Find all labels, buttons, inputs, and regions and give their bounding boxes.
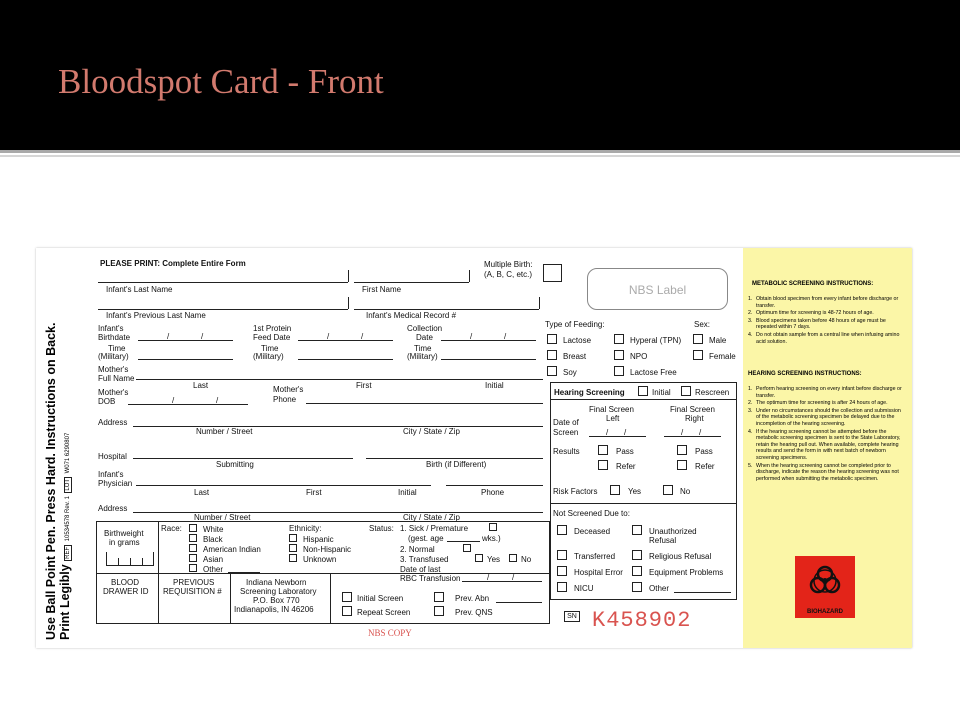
repeat-screen-checkbox[interactable] (342, 606, 352, 616)
nbs-copy-stamp: NBS COPY (368, 628, 412, 638)
female-label: Female (709, 352, 736, 361)
ethnicity-hispanic-checkbox[interactable] (289, 534, 297, 542)
hearing-item-text: Perform hearing screening on every infant before discharge or transfer. (756, 386, 902, 399)
race-other-checkbox[interactable] (189, 564, 197, 572)
metabolic-item (748, 332, 904, 345)
field-divider (539, 297, 540, 309)
infant-medical-record-field[interactable] (354, 309, 539, 310)
transfused-no-label: No (521, 555, 532, 564)
transferred-label: Transferred (574, 552, 616, 561)
mother-address-label: Address (98, 418, 128, 427)
first-name-label: First Name (362, 285, 402, 294)
risk-no-checkbox[interactable] (663, 485, 673, 495)
hearing-item (748, 408, 904, 428)
header-divider-light (0, 155, 960, 157)
hospital-error-checkbox[interactable] (557, 566, 567, 576)
mothers-phone-label-2: Phone (273, 395, 297, 404)
hearing-item-number: 3. (748, 407, 753, 414)
birthweight-label-1: Birthweight (104, 529, 144, 538)
soy-label: Soy (563, 368, 577, 377)
mothers-dob-label-2: DOB (98, 397, 116, 406)
hearing-item-number: 4. (748, 428, 753, 435)
metabolic-item-number: 4. (748, 331, 753, 338)
breast-checkbox[interactable] (547, 350, 557, 360)
transfused-yes-label: Yes (487, 555, 501, 564)
ref-badge: REF (65, 546, 71, 559)
grid-divider (330, 573, 331, 624)
infants-birthdate-label-2: Birthdate (98, 333, 131, 342)
card-side-instructions (44, 270, 94, 640)
results-label: Results (553, 447, 580, 456)
blood-drawer-label-1: BLOOD (111, 578, 140, 587)
feed-time-military: (Military) (253, 352, 284, 361)
multiple-birth-hint: (A, B, C, etc.) (484, 270, 533, 279)
status-normal-checkbox[interactable] (463, 544, 471, 552)
repeat-screen-label: Repeat Screen (357, 608, 411, 617)
mothers-full-name-label-1: Mother's (98, 365, 129, 374)
birthweight-label-2: in grams (109, 538, 140, 547)
other-reason-label: Other (649, 584, 670, 593)
birth-hospital-field[interactable] (366, 458, 543, 459)
ethnicity-hispanic-label: Hispanic (303, 535, 334, 544)
hearing-initial-checkbox[interactable] (638, 386, 648, 396)
field-divider (348, 270, 349, 282)
metabolic-item-number: 2. (748, 310, 753, 317)
lab-address-line-1: Indiana Newborn (246, 578, 307, 587)
mothers-phone-field[interactable] (306, 403, 543, 404)
race-american-indian-checkbox[interactable] (189, 544, 197, 552)
male-label: Male (709, 336, 727, 345)
risk-no-label: No (680, 487, 691, 496)
physician-last-hint: Last (194, 488, 210, 497)
right-screen-date-field[interactable] (664, 436, 721, 437)
lab-address-line-4: Indianapolis, IN 46206 (234, 605, 314, 614)
deceased-checkbox[interactable] (557, 525, 567, 535)
metabolic-item-text: Obtain blood specimen from every infant before discharge or transfer. (756, 296, 899, 309)
collection-time-military: (Military) (407, 352, 438, 361)
biohazard-badge (795, 556, 855, 618)
metabolic-item-text: Optimum time for screening is 48-72 hours of age. (756, 310, 874, 317)
npo-checkbox[interactable] (614, 350, 624, 360)
lab-address-line-3: P.O. Box 770 (253, 596, 300, 605)
hearing-item (748, 400, 904, 407)
hearing-item-number: 1. (748, 386, 753, 392)
first-protein-label: 1st Protein (253, 324, 292, 333)
nbs-label-area: NBS Label (587, 268, 728, 310)
hospital-address-label: Address (98, 504, 128, 513)
mothers-dob-field[interactable] (128, 404, 248, 405)
mothers-full-name-field[interactable] (136, 379, 543, 380)
feed-time-field[interactable] (298, 359, 393, 360)
metabolic-item-number: 3. (748, 317, 753, 324)
risk-yes-checkbox[interactable] (610, 485, 620, 495)
status-normal-label: 2. Normal (400, 545, 435, 554)
hearing-item-number: 5. (748, 462, 753, 469)
physician-phone-field[interactable] (446, 485, 543, 486)
infant-birthdate-field[interactable] (138, 340, 233, 341)
unauthorized-label-1: Unauthorized (649, 527, 697, 536)
lot-code: W071 6290807 (65, 432, 71, 474)
grid-divider (230, 573, 231, 624)
infants-physician-field[interactable] (136, 485, 431, 486)
type-of-feeding-label: Type of Feeding: (545, 320, 605, 329)
final-screen-right-2: Right (685, 414, 704, 423)
infant-previous-last-name-label: Infant's Previous Last Name (106, 311, 206, 320)
ethnicity-non-hispanic-checkbox[interactable] (289, 544, 297, 552)
infants-birthdate-label-1: Infant's (98, 324, 124, 333)
other-reason-field[interactable] (674, 592, 731, 593)
religious-refusal-label: Religious Refusal (649, 552, 712, 561)
hearing-instructions-list (748, 386, 904, 483)
metabolic-instructions-list (748, 296, 904, 346)
mother-initial-hint: Initial (485, 381, 504, 390)
race-other-label: Other (203, 565, 224, 574)
hyperal-checkbox[interactable] (614, 334, 624, 344)
wks-label: wks.) (482, 534, 501, 543)
hearing-instructions-title: HEARING SCREENING INSTRUCTIONS: (748, 371, 862, 377)
risk-yes-label: Yes (628, 487, 642, 496)
ref-code: 10534578 Rev. 1 (65, 496, 71, 542)
blood-drawer-label-2: DRAWER ID (103, 587, 149, 596)
lactose-free-checkbox[interactable] (614, 366, 624, 376)
metabolic-item (748, 296, 904, 309)
nicu-label: NICU (574, 584, 594, 593)
prev-abn-checkbox[interactable] (434, 592, 444, 602)
date-of-screen-label-2: Screen (553, 428, 579, 437)
grid-divider (96, 573, 550, 574)
left-refer-label: Refer (616, 462, 636, 471)
final-screen-left-2: Left (606, 414, 620, 423)
side-instructions-line2: Print Legibly (58, 564, 72, 640)
ethnicity-label: Ethnicity: (289, 524, 322, 533)
hearing-item-text: Under no circumstances should the collection and submission of the metabolic screening specimen be delayed due to the incompletion of the hearing screening. (756, 407, 901, 427)
status-transfused-label: 3. Transfused (400, 555, 449, 564)
right-pass-checkbox[interactable] (677, 445, 687, 455)
sn-badge: SN (564, 611, 580, 622)
right-pass-label: Pass (695, 447, 713, 456)
soy-checkbox[interactable] (547, 366, 557, 376)
infants-physician-label-1: Infant's (98, 470, 124, 479)
infant-medical-record-label: Infant's Medical Record # (366, 311, 457, 320)
multiple-birth-field[interactable] (543, 264, 562, 282)
mothers-phone-label-1: Mother's (273, 385, 304, 394)
feed-time-label: Time (261, 344, 279, 353)
hospital-number-street-hint: Number / Street (194, 513, 251, 522)
slide-header (0, 0, 960, 150)
physician-phone-hint: Phone (481, 488, 505, 497)
race-black-label: Black (203, 535, 223, 544)
lot-badge: LOT (65, 478, 71, 491)
other-reason-checkbox[interactable] (632, 582, 642, 592)
hearing-rescreen-checkbox[interactable] (681, 386, 691, 396)
risk-factors-label: Risk Factors (553, 487, 598, 496)
status-sick-checkbox[interactable] (489, 523, 497, 531)
lactose-label: Lactose (563, 336, 592, 345)
hearing-title-divider (550, 399, 737, 400)
birth-time-label: Time (108, 344, 126, 353)
lactose-free-label: Lactose Free (630, 368, 677, 377)
mother-number-street-hint: Number / Street (196, 427, 253, 436)
mothers-dob-label-1: Mother's (98, 388, 129, 397)
equipment-problems-checkbox[interactable] (632, 566, 642, 576)
sex-label: Sex: (694, 320, 711, 329)
date-of-screen-label-1: Date of (553, 418, 579, 427)
birth-time-field[interactable] (138, 359, 233, 360)
instructions-panel (743, 248, 912, 648)
prev-abn-field[interactable] (496, 602, 542, 603)
first-name-field[interactable] (354, 282, 469, 283)
not-screened-label: Not Screened Due to: (553, 509, 630, 518)
race-white-checkbox[interactable] (189, 524, 197, 532)
multiple-birth-label: Multiple Birth: (484, 260, 533, 269)
hearing-item (748, 463, 904, 483)
left-pass-checkbox[interactable] (598, 445, 608, 455)
submitting-hospital-field[interactable] (133, 458, 353, 459)
race-asian-checkbox[interactable] (189, 554, 197, 562)
race-asian-label: Asian (203, 555, 224, 564)
bloodspot-card: Use Ball Point Pen. Press Hard. Instructions on Back. Print Legibly REF 10534578 Rev. 1 LOT W071 6290807 PLEASE PRINT: Complete Entire Form Multiple Birth: (A, B, C, etc.) NBS Label Infant's Last Name First Name Infant's Previous Last Name Infant's Medical Record # Infant's Birthdate / / Time (Military) 1st Protein Feed Date / / Time (Military) Collection Date / / Time (Military) Type of Feeding: Sex: Lactose Hyperal (TPN) Male Breast NPO Female Soy Lactose Free Mother's Full Name Last First Initial Mother's DOB / / Mother's Phone Address Number / Street City / State / Zip Hospital Submitting Birth (if Different) Infant's Physician Last First Initial Phone Address Number / Street City / State / Zip Hearing Screening Initial Rescreen Final Screen Left Final Screen Right Date of Screen / / / / Results Pass Pass Refer Refer Risk Factors Yes No Not Screened Due to: Deceased Unauthorized Refusal Transferred Religious Refusal Hospital Error Equipment Problems NICU Other Birthweight in grams Race: White Black American Indian Asian Other Ethnicity: Hispanic Non-Hispanic Unknown Status: 1. Sick / Premature (gest. age wks.) 2. Normal 3. Transfused Yes No Date of last RBC Transfusion / / BLOOD DRAWER ID PREVIOUS REQUISITION # Indiana Newborn Screening Laboratory P.O. Box 770 Indianapolis, IN 46206 Initial Screen Prev. Abn Repeat Screen Prev. QNS SN K458902 NBS COPY METABOLIC SCREENING INSTRUCTIONS: 1. Obtain blood specimen from every infant before discharge or transfer. 2. Optimum time for screening is 48-72 hours of age. 3. Blood specimens taken before 48 hours of age must be repeated within 7 days. 4. Do not obtain sample from a central line when infusing amino acid solution. HEARING SCREENING INSTRUCTIONS: 1. Perform hearing screening on every infant before discharge or transfer. 2. The optimum time for screening is after 24 hours of age. 3. Under no circumstances should the collection and submission of the metabolic screening specimen be delayed due to the incompletion of the hearing screening. 4. If the hearing screening cannot be attempted before the metabolic screening specimen is sent to the State Laboratory, retain the hearing pull out. When available, complete hearing results and send the form in with next batch of newborn screening specimens. 5. When the hearing screening cannot be completed prior to discharge, indicate the reason the hearing screening was not performed when submitting the metabolic specimen. BIOHAZARD (36, 248, 912, 648)
gest-age-label: (gest. age (408, 534, 444, 543)
feed-date-label: Feed Date (253, 333, 291, 342)
race-american-indian-label: American Indian (203, 545, 261, 554)
initial-screen-checkbox[interactable] (342, 592, 352, 602)
metabolic-instructions-title: METABOLIC SCREENING INSTRUCTIONS: (752, 281, 874, 287)
metabolic-item (748, 318, 904, 331)
right-refer-checkbox[interactable] (677, 460, 687, 470)
lab-address-line-2: Screening Laboratory (240, 587, 317, 596)
hearing-item-text: When the hearing screening cannot be completed prior to discharge, indicate the reason the hearing screening was not performed when submitting the metabolic specimen. (756, 462, 899, 482)
side-instructions-line1: Use Ball Point Pen. Press Hard. Instructions on Back. (44, 322, 58, 640)
metabolic-item-number: 1. (748, 296, 753, 302)
deceased-label: Deceased (574, 527, 611, 536)
hearing-item-text: The optimum time for screening is after 24 hours of age. (756, 400, 888, 407)
nicu-checkbox[interactable] (557, 582, 567, 592)
collection-date-field[interactable] (441, 340, 536, 341)
risk-divider (550, 503, 737, 504)
gest-age-field[interactable] (447, 541, 480, 542)
header-divider (0, 150, 960, 153)
metabolic-item (748, 310, 904, 317)
biohazard-label: BIOHAZARD (807, 609, 843, 615)
race-black-checkbox[interactable] (189, 534, 197, 542)
male-checkbox[interactable] (693, 334, 703, 344)
slide-title: Bloodspot Card - Front (58, 62, 384, 101)
race-label: Race: (161, 524, 182, 533)
date-of-last-label: Date of last (400, 565, 441, 574)
infant-previous-last-name-field[interactable] (98, 309, 348, 310)
infants-physician-label-2: Physician (98, 479, 133, 488)
unauthorized-label-2: Refusal (649, 536, 677, 545)
hearing-item-text: If the hearing screening cannot be attempted before the metabolic screening specimen is sent to the State Laboratory, retain the hearing pull out. When available, complete hearing results and send the form in with next batch of newborn screening specimens. (756, 428, 901, 461)
physician-initial-hint: Initial (398, 488, 417, 497)
hearing-item-number: 2. (748, 400, 753, 407)
previous-requisition-label-1: PREVIOUS (173, 578, 215, 587)
infant-last-name-label: Infant's Last Name (106, 285, 173, 294)
please-print: PLEASE PRINT: Complete Entire Form (100, 259, 246, 268)
prev-abn-label: Prev. Abn (455, 594, 490, 603)
kit-serial-number: K458902 (592, 608, 692, 633)
final-screen-right-1: Final Screen (670, 405, 715, 414)
feed-date-field[interactable] (298, 340, 393, 341)
field-divider (469, 270, 470, 282)
race-other-field[interactable] (228, 572, 260, 573)
final-screen-left-1: Final Screen (589, 405, 634, 414)
initial-screen-label: Initial Screen (357, 594, 404, 603)
female-checkbox[interactable] (693, 350, 703, 360)
hearing-item (748, 386, 904, 399)
biohazard-icon (795, 556, 855, 606)
hearing-screening-title: Hearing Screening (554, 388, 625, 397)
prev-qns-checkbox[interactable] (434, 606, 444, 616)
hospital-city-state-zip-hint: City / State / Zip (403, 513, 460, 522)
mother-city-state-zip-hint: City / State / Zip (403, 427, 460, 436)
hospital-error-label: Hospital Error (574, 568, 623, 577)
prev-qns-label: Prev. QNS (455, 608, 493, 617)
religious-refusal-checkbox[interactable] (632, 550, 642, 560)
hearing-rescreen-label: Rescreen (695, 388, 730, 397)
birth-if-different-hint: Birth (if Different) (426, 460, 487, 469)
hospital-label: Hospital (98, 452, 127, 461)
rbc-transfusion-label: RBC Transfusion (400, 574, 461, 583)
field-divider (348, 297, 349, 309)
breast-label: Breast (563, 352, 587, 361)
ethnicity-non-hispanic-label: Non-Hispanic (303, 545, 352, 554)
left-screen-date-field[interactable] (589, 436, 646, 437)
birth-time-military: (Military) (98, 352, 129, 361)
right-refer-label: Refer (695, 462, 715, 471)
mother-address-field[interactable] (133, 426, 543, 427)
race-white-label: White (203, 525, 224, 534)
collection-time-label: Time (414, 344, 432, 353)
transfused-yes-checkbox[interactable] (475, 554, 483, 562)
mother-first-hint: First (356, 381, 372, 390)
mothers-full-name-label-2: Full Name (98, 374, 135, 383)
npo-label: NPO (630, 352, 648, 361)
collection-time-field[interactable] (441, 359, 536, 360)
metabolic-item-text: Blood specimens taken before 48 hours of age must be repeated within 7 days. (756, 317, 886, 331)
equipment-problems-label: Equipment Problems (649, 568, 724, 577)
collection-date-label: Date (416, 333, 433, 342)
submitting-hint: Submitting (216, 460, 254, 469)
infant-last-name-field[interactable] (98, 282, 348, 283)
hyperal-label: Hyperal (TPN) (630, 336, 682, 345)
transferred-checkbox[interactable] (557, 550, 567, 560)
ethnicity-unknown-label: Unknown (303, 555, 337, 564)
lactose-checkbox[interactable] (547, 334, 557, 344)
status-sick-label: 1. Sick / Premature (400, 524, 469, 533)
rbc-transfusion-date-field[interactable] (462, 581, 542, 582)
left-pass-label: Pass (616, 447, 634, 456)
metabolic-item-text: Do not obtain sample from a central line when infusing amino acid solution. (756, 331, 900, 345)
previous-requisition-label-2: REQUISITION # (163, 587, 222, 596)
status-label: Status: (369, 524, 394, 533)
transfused-no-checkbox[interactable] (509, 554, 517, 562)
unauthorized-refusal-checkbox[interactable] (632, 525, 642, 535)
collection-label: Collection (407, 324, 443, 333)
hearing-initial-label: Initial (652, 388, 671, 397)
physician-first-hint: First (306, 488, 322, 497)
ethnicity-unknown-checkbox[interactable] (289, 554, 297, 562)
left-refer-checkbox[interactable] (598, 460, 608, 470)
hearing-item (748, 429, 904, 462)
mother-last-hint: Last (193, 381, 209, 390)
